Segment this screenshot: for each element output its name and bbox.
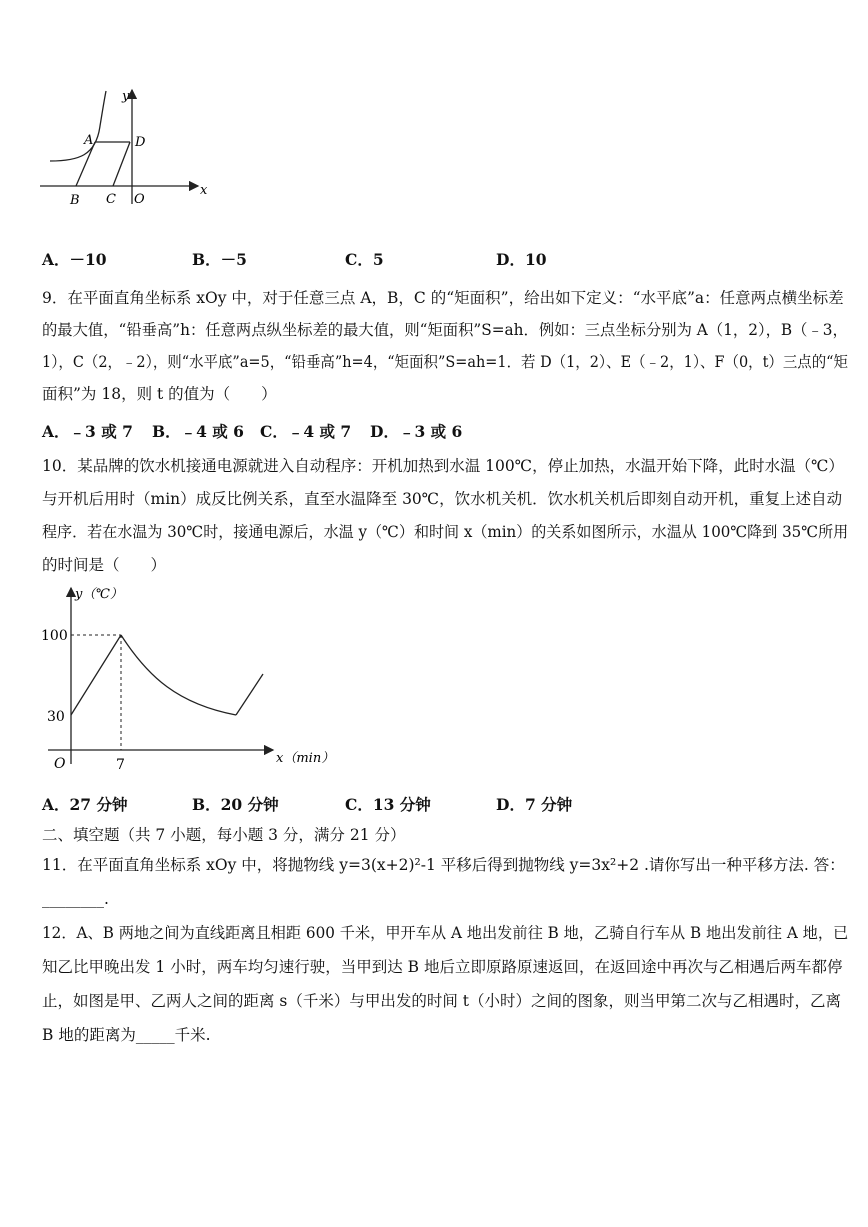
curve: [50, 91, 106, 161]
heating-line: [71, 635, 121, 715]
q12-line-3: 止，如图是甲、乙两人之间的距离 s（千米）与甲出发的时间 t（小时）之间的图象，则当甲第二次与乙相遇时，乙离: [42, 992, 842, 1010]
q9-line-1: 9．在平面直角坐标系 xOy 中，对于任意三点 A，B，C 的“矩面积”，给出如下定义：“水平底”a：任意两点横坐标差: [42, 289, 844, 307]
q10-option-b[interactable]: B．20 分钟: [192, 795, 279, 814]
q12-line-2: 知乙比甲晚出发 1 小时，两车均匀速行驶，当甲到达 B 地后立即原路原速返回，在返回途中再次与乙相遇后两车都停: [42, 958, 843, 976]
q8-option-a[interactable]: A．－10: [42, 250, 107, 269]
q9-line-4: 面积”为 18，则 t 的值为（ ）: [42, 385, 277, 403]
q8-option-d[interactable]: D．10: [496, 250, 547, 269]
q9-line-3: 1），C（2，﹣2），则“水平底”a=5，“铅垂高”h=4，“矩面积”S=ah=1．若 D（1，2）、E（﹣2，1）、F（0，t）三点的“矩: [42, 353, 848, 371]
segment-ab: [76, 142, 95, 186]
q10-line-4: 的时间是（ ）: [42, 556, 167, 574]
x-axis-label: x（min）: [276, 751, 335, 766]
q9-option-a[interactable]: A．﹣3 或 7: [42, 422, 133, 441]
q9-option-d[interactable]: D．﹣3 或 6: [370, 422, 463, 441]
q10-line-3: 程序．若在水温为 30℃时，接通电源后，水温 y（℃）和时间 x（min）的关系如图所示，水温从 100℃降到 35℃所用: [42, 523, 849, 541]
label-d: D: [135, 135, 146, 150]
label-c: C: [106, 192, 116, 207]
q11-line-1: 11．在平面直角坐标系 xOy 中，将抛物线 y=3(x+2)²-1 平移后得到抛物线 y=3x²+2 .请你写出一种平移方法. 答：: [42, 856, 845, 874]
q11-answer-blank[interactable]: ________.: [42, 890, 109, 908]
q10-option-a[interactable]: A．27 分钟: [42, 795, 128, 814]
q8-option-b[interactable]: B．－5: [192, 250, 247, 269]
label-x: x: [200, 183, 208, 198]
reheating-line: [236, 674, 263, 715]
label-y: y: [122, 89, 130, 104]
label-o: O: [134, 192, 145, 207]
q9-option-b[interactable]: B．﹣4 或 6: [152, 422, 244, 441]
tick-7: 7: [116, 757, 125, 773]
segment-dc: [113, 142, 130, 186]
y-axis-label: y（℃）: [75, 587, 123, 602]
q9-line-2: 的最大值，“铅垂高”h：任意两点纵坐标差的最大值，则“矩面积”S=ah．例如：三点坐标分别为 A（1，2），B（﹣3，: [42, 321, 848, 339]
q10-option-c[interactable]: C．13 分钟: [345, 795, 431, 814]
q8-option-c[interactable]: C．5: [345, 250, 384, 269]
q12-line-1: 12．A、B 两地之间为直线距离且相距 600 千米，甲开车从 A 地出发前往 B 地，乙骑自行车从 B 地出发前往 A 地，已: [42, 924, 849, 942]
section-2-heading: 二、填空题（共 7 小题，每小题 3 分，满分 21 分）: [42, 826, 406, 844]
figure-temperature-graph: [38, 582, 338, 782]
q10-option-d[interactable]: D．7 分钟: [496, 795, 573, 814]
q10-line-1: 10．某品牌的饮水机接通电源就进入自动程序：开机加热到水温 100℃，停止加热，水温开始下降，此时水温（℃）: [42, 457, 844, 475]
origin-label: O: [54, 756, 66, 772]
tick-30: 30: [47, 709, 65, 725]
tick-100: 100: [41, 628, 68, 644]
figure-coordinate-sketch: [38, 86, 218, 211]
q12-line-4: B 地的距离为_____千米.: [42, 1026, 211, 1044]
label-a: A: [84, 133, 94, 148]
q10-line-2: 与开机后用时（min）成反比例关系，直至水温降至 30℃，饮水机关机．饮水机关机后即刻自动开机，重复上述自动: [42, 490, 843, 508]
q9-option-c[interactable]: C．﹣4 或 7: [260, 422, 352, 441]
cooling-curve: [121, 635, 236, 715]
label-b: B: [70, 193, 80, 208]
